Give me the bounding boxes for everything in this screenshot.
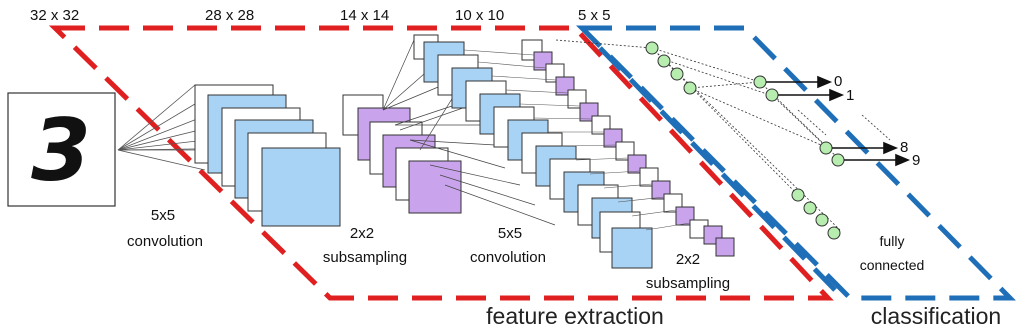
conv1-map-6 — [262, 148, 340, 226]
output-neuron-0 — [754, 76, 766, 88]
output-neuron-1 — [766, 89, 778, 101]
output-label-1: 1 — [846, 87, 855, 104]
sub1-op-label: subsampling — [322, 249, 408, 266]
conv1-kernel-label: 5x5 — [150, 207, 176, 224]
conv1-maps — [195, 85, 340, 226]
dim-label-5: 5 x 5 — [578, 7, 611, 24]
fc-label-1: fully — [879, 233, 905, 249]
dim-label-10: 10 x 10 — [455, 7, 505, 24]
fc-label-2: connected — [859, 257, 925, 273]
output-neuron-9 — [832, 154, 844, 166]
output-label-8: 8 — [900, 139, 909, 156]
output-label-0: 0 — [834, 73, 843, 90]
sub2-kernel-label: 2x2 — [675, 251, 701, 268]
conv2-kernel-label: 5x5 — [497, 225, 523, 242]
sub2-op-label: subsampling — [645, 275, 731, 292]
conv1-op-label: convolution — [127, 233, 203, 250]
dim-label-32: 32 x 32 — [30, 7, 80, 24]
dim-label-14: 14 x 14 — [340, 7, 390, 24]
output-label-9: 9 — [912, 152, 921, 169]
conv2-op-label: convolution — [470, 249, 546, 266]
feature-extraction-label: feature extraction — [486, 303, 664, 329]
sub1-kernel-label: 2x2 — [349, 225, 375, 242]
pool1-map-6 — [409, 161, 461, 213]
dim-label-28: 28 x 28 — [205, 7, 255, 24]
classification-label: classification — [870, 303, 1002, 329]
output-neuron-8 — [820, 142, 832, 154]
input-digit: 3 — [31, 101, 91, 201]
